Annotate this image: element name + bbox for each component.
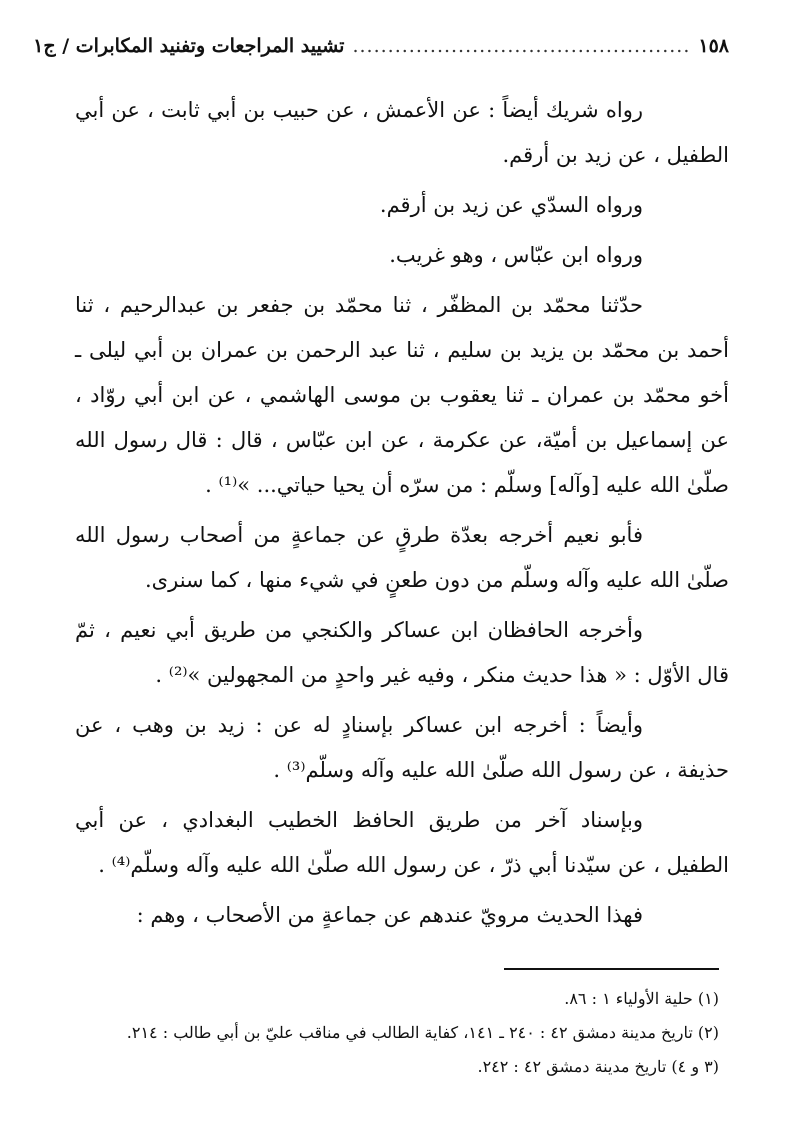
page-header [33, 28, 729, 64]
footnote: (١) حلية الأولياء ١ : ٨٦. [564, 989, 719, 1008]
running-title: تشييد المراجعات وتفنيد المكابرات / ج١ [33, 35, 345, 57]
paragraph: ورواه السدّي عن زيد بن أرقم. [379, 193, 643, 217]
paragraph: فهذا الحديث مرويّ عندهم عن جماعةٍ من الأصحاب ، وهم : [136, 903, 643, 927]
paragraph: رواه شريك أيضاً : عن الأعمش ، عن حبيب بن أبي ثابت ، عن أبي الطفيل ، عن زيد بن أرقم. [75, 98, 729, 167]
footnote: (٣ و ٤) تاريخ مدينة دمشق ٤٢ : ٢٤٢. [477, 1057, 719, 1076]
paragraph: حدّثنا محمّد بن المظفّر ، ثنا محمّد بن جفعر بن عبدالرحيم ، ثنا أحمد بن محمّد بن يزيد بن سليم ، ثنا عبد الرحمن بن عمران بن أبي ليلى ـ أخو محمّد بن عمران ـ ثنا يعقوب بن موسى الهاشمي ، عن ابن أبي روّاد ، عن إسماعيل بن أميّة، عن عكرمة ، عن ابن عبّاس ، قال : قال رسول الله صلّىٰ الله عليه [وآله] وسلّم : من سرّه أن يحيا حياتي... »⁽¹⁾ . [75, 293, 729, 497]
paragraph: وبإسناد آخر من طريق الحافظ الخطيب البغدادي ، عن أبي الطفيل ، عن سيّدنا أبي ذرّ ، عن رسول الله صلّىٰ الله عليه وآله وسلّم⁽⁴⁾ . [75, 808, 729, 877]
page-number: ١٥٨ [698, 35, 729, 57]
main-text [75, 88, 729, 943]
footnotes [75, 982, 719, 1084]
header-dot-leader: ................................................ [352, 35, 691, 57]
paragraph: ورواه ابن عبّاس ، وهو غريب. [389, 243, 643, 267]
paragraph: وأيضاً : أخرجه ابن عساكر بإسنادٍ له عن : زيد بن وهب ، عن حذيفة ، عن رسول الله صلّىٰ الله عليه وآله وسلّم⁽³⁾ . [75, 713, 729, 782]
paragraph: وأخرجه الحافظان ابن عساكر والكنجي من طريق أبي نعيم ، ثمّ قال الأوّل : « هذا حديث منكر ، وفيه غير واحدٍ من المجهولين »⁽²⁾ . [75, 618, 729, 687]
footnote-divider [504, 968, 719, 970]
footnote: (٢) تاريخ مدينة دمشق ٤٢ : ٢٤٠ ـ ١٤١، كفاية الطالب في مناقب عليّ بن أبي طالب : ٢١٤. [126, 1023, 719, 1042]
paragraph: فأبو نعيم أخرجه بعدّة طرقٍ عن جماعةٍ من أصحاب رسول الله صلّىٰ الله عليه وآله وسلّم من دون طعنٍ في شيء منها ، كما سنرى. [75, 523, 729, 592]
